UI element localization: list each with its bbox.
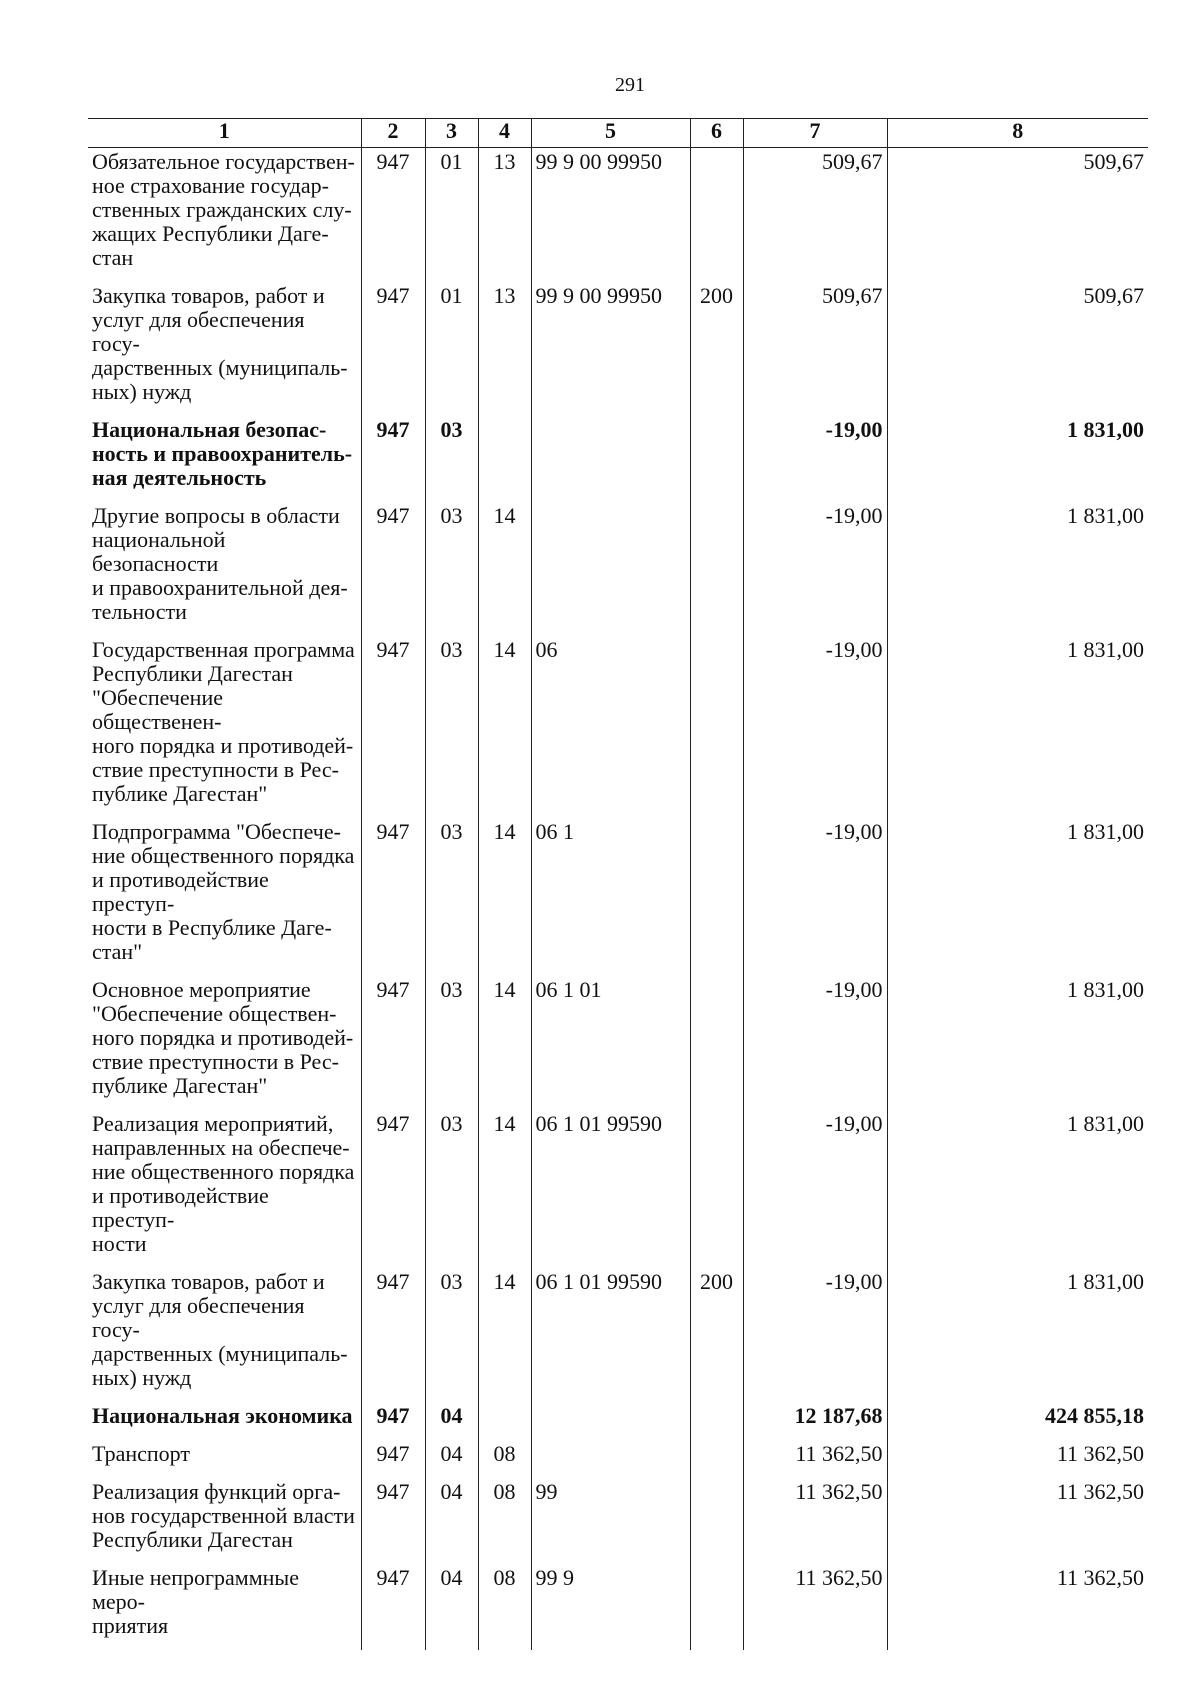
cell-expense-type <box>690 976 743 1110</box>
cell-amount-change: 11 362,50 <box>743 1564 887 1650</box>
column-header: 6 <box>690 119 743 148</box>
cell-amount-total: 1 831,00 <box>887 976 1148 1110</box>
column-header: 5 <box>531 119 690 148</box>
cell-amount-change: 12 187,68 <box>743 1402 887 1440</box>
table-row <box>88 818 1148 976</box>
cell-subsection <box>478 416 531 502</box>
cell-amount-change: -19,00 <box>743 502 887 636</box>
cell-ministry-code: 947 <box>361 1268 425 1402</box>
cell-expense-type <box>690 1402 743 1440</box>
row-name: Закупка товаров, работ и услуг для обеспечения госу- дарственных (муниципаль- ных) нужд <box>88 1268 361 1402</box>
cell-ministry-code: 947 <box>361 416 425 502</box>
table-row <box>88 282 1148 416</box>
column-header: 8 <box>887 119 1148 148</box>
cell-amount-change: 509,67 <box>743 282 887 416</box>
cell-ministry-code: 947 <box>361 818 425 976</box>
cell-ministry-code: 947 <box>361 636 425 818</box>
cell-ministry-code: 947 <box>361 976 425 1110</box>
table-row <box>88 1402 1148 1440</box>
row-name: Закупка товаров, работ и услуг для обеспечения госу- дарственных (муниципаль- ных) нужд <box>88 282 361 416</box>
row-name: Обязательное государствен- ное страхование государ- ственных гражданских слу- жащих Республики Даге- стан <box>88 148 361 283</box>
cell-ministry-code: 947 <box>361 282 425 416</box>
row-name: Транспорт <box>88 1440 361 1478</box>
cell-section: 04 <box>425 1440 478 1478</box>
row-name: Реализация мероприятий, направленных на обеспече- ние общественного порядка и противодействие преступ- ности <box>88 1110 361 1268</box>
cell-expense-type <box>690 818 743 976</box>
cell-amount-total: 1 831,00 <box>887 416 1148 502</box>
cell-section: 03 <box>425 818 478 976</box>
column-header: 4 <box>478 119 531 148</box>
cell-expense-type <box>690 416 743 502</box>
cell-subsection: 14 <box>478 636 531 818</box>
cell-expense-type <box>690 502 743 636</box>
cell-section: 01 <box>425 148 478 283</box>
cell-expense-type <box>690 1478 743 1564</box>
cell-section: 01 <box>425 282 478 416</box>
cell-amount-change: 11 362,50 <box>743 1440 887 1478</box>
row-name: Иные непрограммные меро- приятия <box>88 1564 361 1650</box>
table-row <box>88 1110 1148 1268</box>
cell-ministry-code: 947 <box>361 148 425 283</box>
row-name: Реализация функций орга- нов государственной власти Республики Дагестан <box>88 1478 361 1564</box>
cell-ministry-code: 947 <box>361 1110 425 1268</box>
row-name: Национальная безопас- ность и правоохранитель- ная деятельность <box>88 416 361 502</box>
cell-target-article: 99 <box>531 1478 690 1564</box>
cell-subsection: 14 <box>478 818 531 976</box>
cell-expense-type: 200 <box>690 282 743 416</box>
cell-amount-change: 11 362,50 <box>743 1478 887 1564</box>
cell-section: 04 <box>425 1564 478 1650</box>
cell-subsection: 14 <box>478 1110 531 1268</box>
cell-expense-type <box>690 1440 743 1478</box>
column-header: 1 <box>88 119 361 148</box>
cell-amount-total: 1 831,00 <box>887 1110 1148 1268</box>
cell-target-article <box>531 416 690 502</box>
table-row <box>88 1478 1148 1564</box>
cell-section: 03 <box>425 636 478 818</box>
table-row <box>88 502 1148 636</box>
cell-expense-type <box>690 1564 743 1650</box>
cell-expense-type <box>690 1110 743 1268</box>
header-row <box>88 119 1148 148</box>
cell-amount-total: 11 362,50 <box>887 1440 1148 1478</box>
cell-ministry-code: 947 <box>361 1564 425 1650</box>
cell-subsection: 08 <box>478 1564 531 1650</box>
table-row <box>88 416 1148 502</box>
cell-subsection: 13 <box>478 282 531 416</box>
cell-expense-type <box>690 636 743 818</box>
cell-amount-total: 1 831,00 <box>887 818 1148 976</box>
cell-target-article: 99 9 00 99950 <box>531 282 690 416</box>
cell-target-article: 99 9 00 99950 <box>531 148 690 283</box>
row-name: Национальная экономика <box>88 1402 361 1440</box>
cell-amount-change: -19,00 <box>743 416 887 502</box>
table-row <box>88 148 1148 283</box>
row-name: Основное мероприятие "Обеспечение обществен- ного порядка и противодей- ствие преступности в Рес- публике Дагестан" <box>88 976 361 1110</box>
cell-subsection: 14 <box>478 976 531 1110</box>
cell-amount-change: -19,00 <box>743 1268 887 1402</box>
cell-subsection: 08 <box>478 1478 531 1564</box>
page-number: 291 <box>615 74 645 96</box>
cell-target-article: 06 1 01 <box>531 976 690 1110</box>
cell-amount-change: -19,00 <box>743 1110 887 1268</box>
cell-ministry-code: 947 <box>361 502 425 636</box>
cell-ministry-code: 947 <box>361 1402 425 1440</box>
table-row <box>88 976 1148 1110</box>
table-body <box>88 148 1148 1651</box>
cell-target-article <box>531 502 690 636</box>
cell-subsection: 14 <box>478 1268 531 1402</box>
cell-expense-type <box>690 148 743 283</box>
row-name: Подпрограмма "Обеспече- ние общественного порядка и противодействие преступ- ности в Республике Даге- стан" <box>88 818 361 976</box>
table-row <box>88 1440 1148 1478</box>
cell-amount-total: 1 831,00 <box>887 502 1148 636</box>
cell-target-article: 06 <box>531 636 690 818</box>
cell-amount-total: 1 831,00 <box>887 636 1148 818</box>
cell-target-article <box>531 1402 690 1440</box>
cell-amount-change: -19,00 <box>743 636 887 818</box>
cell-amount-total: 509,67 <box>887 148 1148 283</box>
row-name: Государственная программа Республики Дагестан "Обеспечение общественен- ного порядка и противодей- ствие преступности в Рес- публике Дагестан" <box>88 636 361 818</box>
cell-amount-change: -19,00 <box>743 976 887 1110</box>
cell-ministry-code: 947 <box>361 1440 425 1478</box>
cell-target-article: 06 1 01 99590 <box>531 1268 690 1402</box>
cell-section: 03 <box>425 502 478 636</box>
cell-amount-total: 11 362,50 <box>887 1564 1148 1650</box>
cell-amount-change: 509,67 <box>743 148 887 283</box>
row-name: Другие вопросы в области национальной безопасности и правоохранительной дея- тельности <box>88 502 361 636</box>
cell-subsection: 14 <box>478 502 531 636</box>
cell-section: 04 <box>425 1478 478 1564</box>
cell-amount-total: 424 855,18 <box>887 1402 1148 1440</box>
cell-ministry-code: 947 <box>361 1478 425 1564</box>
cell-target-article: 06 1 01 99590 <box>531 1110 690 1268</box>
budget-table <box>88 118 1148 1650</box>
cell-expense-type: 200 <box>690 1268 743 1402</box>
table-row <box>88 1268 1148 1402</box>
column-header: 2 <box>361 119 425 148</box>
cell-target-article <box>531 1440 690 1478</box>
cell-section: 03 <box>425 416 478 502</box>
cell-subsection: 08 <box>478 1440 531 1478</box>
cell-target-article: 99 9 <box>531 1564 690 1650</box>
cell-section: 03 <box>425 1268 478 1402</box>
table-row <box>88 1564 1148 1650</box>
cell-amount-total: 509,67 <box>887 282 1148 416</box>
cell-section: 03 <box>425 976 478 1110</box>
cell-section: 03 <box>425 1110 478 1268</box>
cell-amount-total: 1 831,00 <box>887 1268 1148 1402</box>
column-header: 7 <box>743 119 887 148</box>
cell-subsection <box>478 1402 531 1440</box>
cell-target-article: 06 1 <box>531 818 690 976</box>
table-row <box>88 636 1148 818</box>
cell-subsection: 13 <box>478 148 531 283</box>
cell-section: 04 <box>425 1402 478 1440</box>
column-header: 3 <box>425 119 478 148</box>
cell-amount-total: 11 362,50 <box>887 1478 1148 1564</box>
cell-amount-change: -19,00 <box>743 818 887 976</box>
